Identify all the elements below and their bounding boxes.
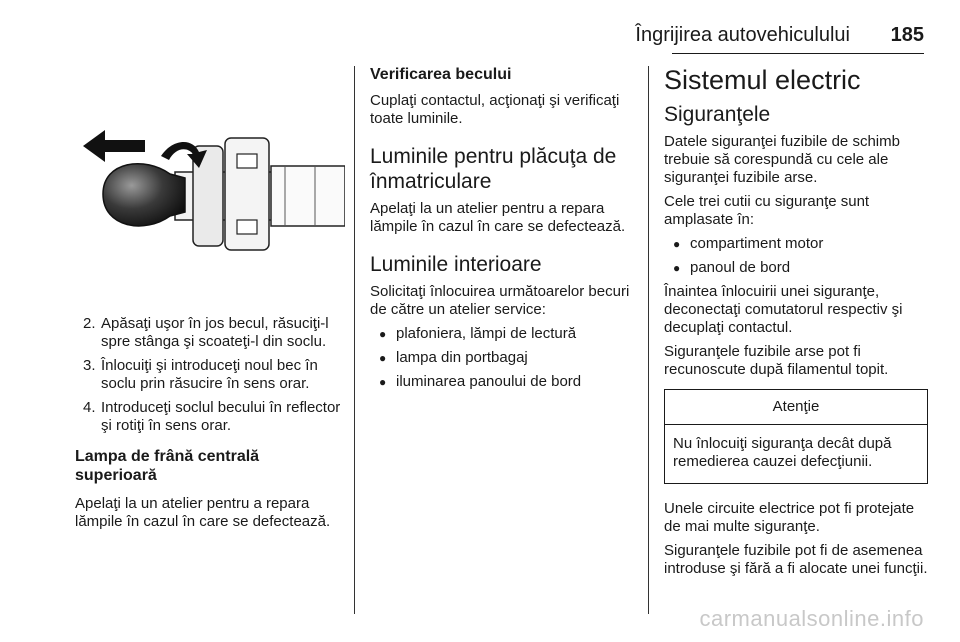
list-item: 4. Introduceţi soclul becului în reflector şi rotiţi în sens orar.: [83, 399, 341, 434]
page-number: 185: [890, 24, 924, 46]
column-divider: [648, 66, 649, 614]
list-item: ● panoul de bord: [664, 259, 928, 277]
watermark: carmanualsonline.info: [699, 606, 924, 631]
list-item: ● plafoniera, lămpi de lectură: [370, 325, 640, 343]
notice-body: Nu înlocuiţi siguranţa decât după remedierea cauzei defecţiunii.: [673, 435, 892, 470]
paragraph: Solicitaţi înlocuirea următoarelor becuri de către un atelier service:: [370, 283, 630, 318]
section-heading: Siguranţele: [664, 103, 771, 126]
column-right: [664, 65, 928, 584]
page-header: [0, 0, 960, 60]
list-item: ● compartiment motor: [664, 235, 928, 253]
bulb-removal-illustration: [75, 116, 345, 256]
paragraph: Siguranţele fuzibile arse pot fi recunoscute după filamentul topit.: [664, 343, 889, 378]
bullet-list: [664, 235, 928, 277]
paragraph: Siguranţele fuzibile pot fi de asemenea introduse şi fără a fi alocate unei funcţii.: [664, 542, 928, 577]
column-left: [75, 60, 345, 537]
section-heading: Luminile interioare: [370, 253, 542, 276]
steps-list: [75, 315, 345, 435]
list-item: ● lampa din portbagaj: [370, 349, 640, 367]
paragraph: Apelaţi la un atelier pentru a repara lămpile în cazul în care se defectează.: [370, 200, 626, 235]
paragraph: Înaintea înlocuirii unei siguranţe, deconectaţi comutatorul respectiv şi decuplaţi contactul.: [664, 283, 903, 336]
header-rule: [672, 53, 924, 54]
paragraph: Datele siguranţei fuzibile de schimb trebuie să corespundă cu cele ale siguranţei fuzibile arse.: [664, 133, 900, 186]
list-item: 2. Apăsaţi uşor în jos becul, răsuciţi-l spre stânga şi scoateţi-l din soclu.: [83, 315, 329, 350]
paragraph: Cele trei cutii cu siguranţe sunt amplasate în:: [664, 193, 870, 228]
notice-title: Atenţie: [665, 390, 927, 425]
header-title: Îngrijirea autovehiculului: [635, 24, 850, 46]
paragraph: Cuplaţi contactul, acţionaţi şi verificaţi toate luminile.: [370, 92, 620, 127]
paragraph: Apelaţi la un atelier pentru a repara lămpile în cazul în care se defectează.: [75, 495, 331, 530]
section-heading: Lampa de frână centrală superioară: [75, 448, 260, 484]
list-item: 3. Înlocuiţi şi introduceţi noul bec în soclu prin răsucire în sens orar.: [83, 357, 318, 392]
section-heading: Verificarea becului: [370, 66, 512, 83]
arrow-left-icon: [83, 130, 145, 162]
section-heading: Luminile pentru plăcuţa de înmatriculare: [370, 145, 617, 193]
paragraph: Unele circuite electrice pot fi protejate de mai multe siguranţe.: [664, 500, 915, 535]
column-middle: [370, 65, 640, 397]
list-item: ● iluminarea panoului de bord: [370, 373, 640, 391]
notice-box: [664, 389, 928, 484]
chapter-title: Sistemul electric: [664, 65, 861, 95]
bullet-list: [370, 325, 640, 391]
column-divider: [354, 66, 355, 614]
